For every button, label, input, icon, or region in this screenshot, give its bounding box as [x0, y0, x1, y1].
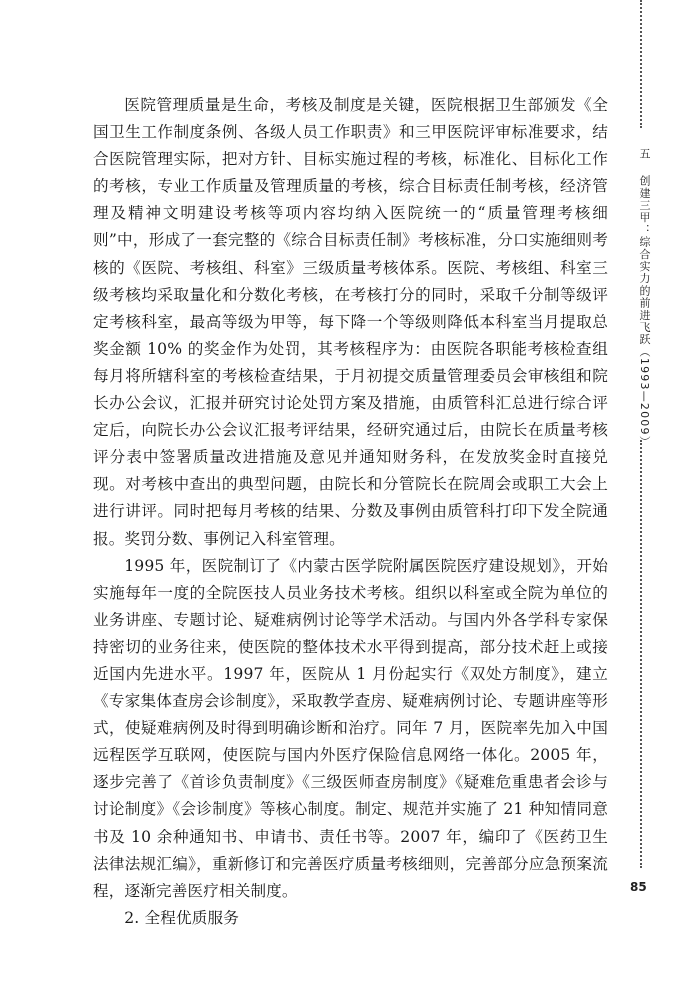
page-number: 85 [630, 880, 647, 894]
running-head [632, 148, 652, 448]
section-heading: 2. 全程优质服务 [124, 908, 239, 927]
chapter-title: 创建三甲：综合实力的前进飞跃（1993—2009） [638, 174, 651, 448]
margin-rule-top [640, 0, 644, 128]
margin-rule-bottom [640, 440, 644, 868]
main-text [93, 92, 608, 932]
chapter-number: 五 [638, 148, 651, 161]
paragraph-quality-management: 医院管理质量是生命，考核及制度是关键，医院根据卫生部颁发《全国卫生工作制度条例、各级人员工作职责》和三甲医院评审标准要求，结合医院管理实际，把对方针、目标实施过程的考核，标准化、目标化工作的考核，专业工作质量及管理质量的考核，综合目标责任制考核，经济管理及精神文明建设考核等项内容均纳入医院统一的“质量管理考核细则”中，形成了一套完整的《综合目标责任制》考核标准，分口实施细则考核的《医院、考核组、科室》三级质量考核体系。医院、考核组、科室三级考核均采取量化和分数化考核，在考核打分的同时，采取千分制等级评定考核科室，最高等级为甲等，每下降一个等级则降低本科室当月提取总奖金额 10% 的奖金作为处罚，其考核程序为：由医院各职能考核检查组每月将所辖科室的考核检查结果，于月初提交质量管理委员会审核组和院长办公会议，汇报并研究讨论处罚方案及措施，由质管科汇总进行综合评定后，向院长办公会议汇报考评结果，经研究通过后，由院长在质量考核评分表中签署质量改进措施及意见并通知财务科，在发放奖金时直接兑现。对考核中查出的典型问题，由院长和分管院长在院周会或职工大会上进行讲评。同时把每月考核的结果、分数及事例由质管科打印下发全院通报。奖罚分数、事例记入科室管理。 [93, 96, 608, 548]
paragraph-1995-history: 1995 年，医院制订了《内蒙古医学院附属医院医疗建设规划》，开始实施每年一度的全院医技人员业务技术考核。组织以科室或全院为单位的业务讲座、专题讨论、疑难病例讨论等学术活动。与国内外各学科专家保持密切的业务往来，使医院的整体技术水平得到提高，部分技术赶上或接近国内先进水平。1997 年，医院从 1 月份起实行《双处方制度》，建立《专家集体查房会诊制度》，采取教学查房、疑难病例讨论、专题讲座等形式，使疑难病例及时得到明确诊断和治疗。同年 7 月，医院率先加入中国远程医学互联网，使医院与国内外医疗保险信息网络一体化。2005 年，逐步完善了《首诊负责制度》《三级医师查房制度》《疑难危重患者会诊与讨论制度》《会诊制度》等核心制度。制定、规范并实施了 21 种知情同意书及 10 余种通知书、申请书、责任书等。2007 年，编印了《医药卫生法律法规汇编》，重新修订和完善医疗质量考核细则，完善部分应急预案流程，逐渐完善医疗相关制度。 [93, 556, 608, 900]
